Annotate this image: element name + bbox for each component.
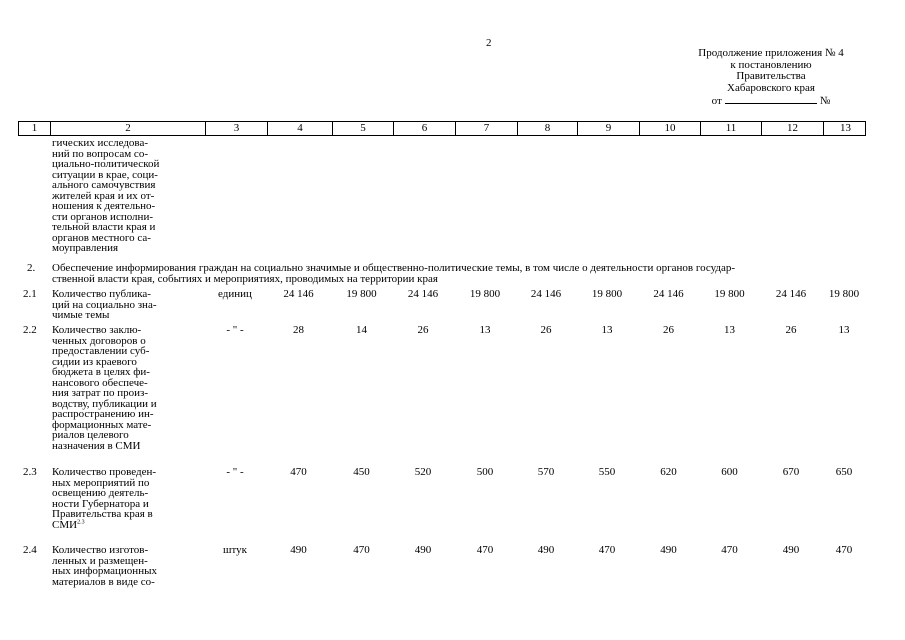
date-prefix: от: [711, 95, 722, 107]
value-cell: 26: [663, 324, 674, 336]
continuation-line: ального самочувствия: [52, 179, 156, 191]
value-cell: 14: [356, 324, 367, 336]
value-cell: 26: [540, 324, 552, 336]
value-cell: 26: [785, 324, 797, 336]
row-name-line: риалов целевого: [52, 429, 129, 441]
value-cell: 19 800: [591, 288, 623, 300]
number-sign: №: [819, 95, 831, 107]
value-cell: 490: [290, 544, 307, 556]
unit-cell: единиц: [218, 288, 252, 300]
value-cell: 24 146: [530, 288, 562, 300]
unit-cell: - " -: [226, 466, 244, 478]
value-cell: 19 800: [469, 288, 501, 300]
value-cell: 470: [721, 544, 738, 556]
value-cell: 13: [479, 324, 491, 336]
header-line: Правительства: [736, 70, 806, 82]
page-number: 2: [486, 37, 492, 49]
header-date-line: [672, 94, 870, 108]
unit-cell: - " -: [226, 324, 244, 336]
value-cell: 13: [724, 324, 735, 336]
value-cell: 600: [721, 466, 738, 478]
value-cell: 26: [417, 324, 429, 336]
value-cell: 19 800: [828, 288, 860, 300]
value-cell: 490: [537, 544, 555, 556]
row-name-line: формационных мате-: [52, 418, 152, 431]
continuation-line: органов местного са-: [52, 231, 151, 244]
value-cell: 490: [414, 544, 432, 556]
row-name-line: ния затрат по произ-: [52, 387, 149, 399]
value-cell: 24 146: [775, 288, 807, 300]
continuation-line: ношения к деятельно-: [52, 200, 156, 212]
row-name-line: бюджета в целях фи-: [52, 366, 150, 378]
column-number-cell: 9: [577, 122, 639, 135]
section-title-line: ственной власти края, событиях и мероприятиях, проводимых на территории края: [52, 272, 438, 285]
value-cell: 13: [838, 324, 850, 336]
column-number-cell: 1: [31, 122, 38, 134]
row-name-line: ций на социально зна-: [52, 298, 157, 311]
value-cell: 490: [782, 544, 800, 556]
row-name-line: чимые темы: [52, 309, 110, 321]
row-name-line: ных информационных: [52, 565, 157, 577]
header-line: Продолжение приложения № 4: [698, 47, 844, 59]
value-cell: 470: [598, 544, 616, 556]
row-name-line: Правительства края в: [52, 508, 153, 520]
column-number-cell: 7: [455, 122, 517, 135]
column-number-cell: 10: [639, 122, 700, 135]
appendix-header: [672, 48, 870, 108]
continuation-line: циально-политической: [52, 158, 160, 170]
footnote-marker: 2.3: [77, 518, 85, 525]
row-name-line: Количество публика-: [52, 288, 151, 300]
value-cell: 520: [414, 466, 432, 478]
row-name-line: нансового обеспече-: [52, 376, 148, 389]
date-blank: [725, 94, 817, 104]
column-number-cell: 3: [205, 122, 267, 135]
header-line: к постановлению: [730, 58, 812, 71]
row-name-line: $СМИ^{2.3}$: [52, 518, 85, 531]
row-number: 2.3: [23, 466, 37, 478]
value-cell: 550: [598, 466, 616, 478]
continuation-line: жителей края и их от-: [52, 189, 155, 202]
row-number: 2.1: [23, 288, 37, 300]
value-cell: 24 146: [283, 288, 314, 300]
column-number-row: [18, 121, 866, 136]
continuation-line: тельной власти края и: [52, 221, 156, 233]
section-number: 2.: [27, 262, 36, 274]
column-number-cell: 5: [332, 122, 393, 135]
row-name-line: сидии из краевого: [52, 355, 137, 368]
row-name-line: назначения в СМИ: [52, 439, 141, 452]
row-name-line: Количество проведен-: [52, 466, 157, 478]
column-number-cell: 6: [393, 122, 455, 135]
value-cell: 470: [476, 544, 494, 556]
column-number-cell: 11: [700, 122, 761, 135]
value-cell: 24 146: [407, 288, 439, 300]
row-name-line: освещению деятель-: [52, 487, 149, 499]
value-cell: 650: [835, 466, 853, 478]
value-cell: 470: [835, 544, 853, 556]
column-number-cell: 2: [50, 122, 205, 135]
value-cell: 570: [537, 466, 555, 478]
value-cell: 13: [601, 324, 613, 336]
value-cell: 500: [476, 466, 494, 478]
row-name-line: распространению ин-: [52, 408, 154, 420]
column-number-cell: 12: [761, 122, 823, 135]
row-name-line: водству, публикации и: [52, 397, 157, 410]
row-name-line: ных мероприятий по: [52, 476, 150, 489]
value-cell: 670: [782, 466, 800, 478]
column-number-cell: 8: [517, 122, 577, 135]
value-cell: 470: [353, 544, 370, 556]
continuation-line: ситуации в крае, соци-: [52, 168, 158, 181]
row-name-line: ченных договоров о: [52, 334, 146, 347]
value-cell: 28: [293, 324, 304, 336]
value-cell: 620: [660, 466, 677, 478]
row-name-line: ленных и размещен-: [52, 554, 148, 567]
continuation-line: гических исследова-: [52, 137, 149, 149]
value-cell: 19 800: [346, 288, 377, 300]
value-cell: 490: [660, 544, 677, 556]
continuation-line: моуправления: [52, 242, 119, 254]
row-name-line: ности Губернатора и: [52, 497, 149, 510]
value-cell: 470: [290, 466, 307, 478]
column-number-cell: 13: [823, 122, 867, 135]
row-name-line: материалов в виде со-: [52, 575, 155, 588]
value-cell: 24 146: [653, 288, 684, 300]
value-cell: 450: [353, 466, 370, 478]
continuation-line: ний по вопросам со-: [52, 147, 148, 160]
column-number-cell: 4: [267, 122, 332, 135]
row-name-line: предоставлении суб-: [52, 345, 150, 357]
continuation-line: сти органов исполни-: [52, 210, 153, 223]
unit-cell: штук: [223, 544, 247, 556]
header-line: Хабаровского края: [727, 81, 815, 94]
row-number: 2.4: [23, 544, 37, 556]
section-title-line: Обеспечение информирования граждан на социально значимые и общественно-политические темы, в том числе о деятельности органов государ-: [52, 262, 736, 274]
row-number: 2.2: [23, 324, 37, 336]
value-cell: 19 800: [714, 288, 745, 300]
row-name-line: Количество заклю-: [52, 324, 142, 336]
row-name-line: Количество изготов-: [52, 544, 149, 556]
